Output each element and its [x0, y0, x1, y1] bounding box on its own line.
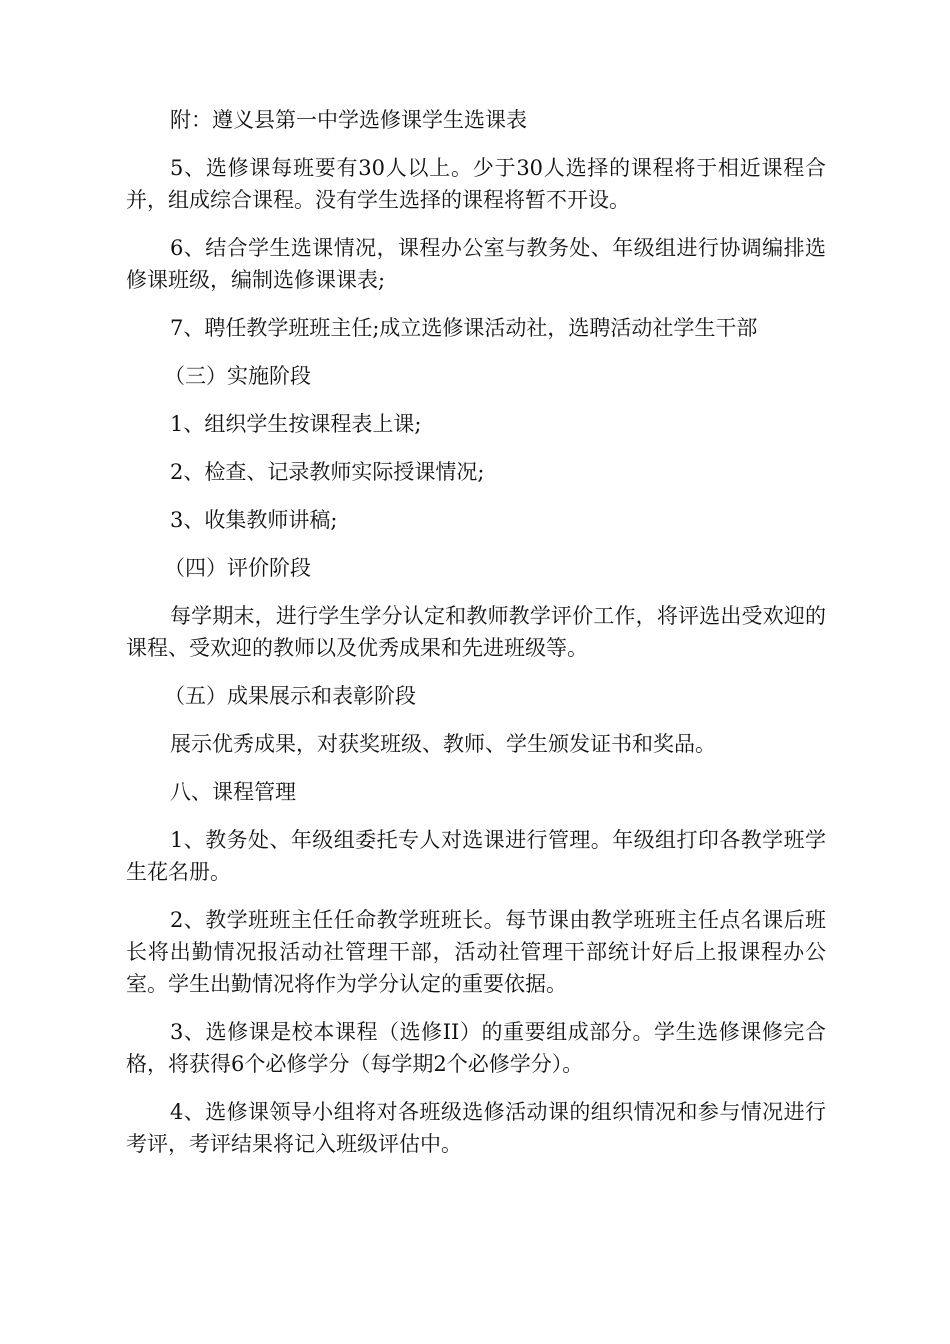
- document-page: [126, 104, 826, 1176]
- paragraph-item-7: 7、聘任教学班班主任;成立选修课活动社，选聘活动社学生干部: [170, 316, 758, 340]
- paragraph-evaluation: 每学期末，进行学生学分认定和教师教学评价工作，将评选出受欢迎的课程、受欢迎的教师以及优秀成果和先进班级等。: [126, 604, 826, 660]
- section-heading-course-management: 八、课程管理: [170, 780, 296, 804]
- paragraph-management-2: 2、教学班班主任任命教学班班长。每节课由教学班班主任点名课后班长将出勤情况报活动社管理干部，活动社管理干部统计好后上报课程办公室。学生出勤情况将作为学分认定的重要依据。: [126, 908, 826, 996]
- paragraph-management-4: 4、选修课领导小组将对各班级选修活动课的组织情况和参与情况进行考评，考评结果将记入班级评估中。: [126, 1100, 826, 1156]
- section-heading-showcase: （五）成果展示和表彰阶段: [164, 684, 416, 708]
- section-heading-evaluation: （四）评价阶段: [164, 556, 311, 580]
- paragraph-management-3: 3、选修课是校本课程（选修II）的重要组成部分。学生选修课修完合格，将获得6个必修学分（每学期2个必修学分）。: [126, 1020, 826, 1076]
- paragraph-implementation-1: 1、组织学生按课程表上课;: [170, 412, 422, 436]
- attachment-note: 附：遵义县第一中学选修课学生选课表: [170, 108, 527, 132]
- paragraph-item-5: 5、选修课每班要有30人以上。少于30人选择的课程将于相近课程合并，组成综合课程。没有学生选择的课程将暂不开设。: [126, 156, 826, 212]
- paragraph-management-1: 1、教务处、年级组委托专人对选课进行管理。年级组打印各教学班学生花名册。: [126, 828, 826, 884]
- paragraph-implementation-2: 2、检查、记录教师实际授课情况;: [170, 460, 485, 484]
- paragraph-item-6: 6、结合学生选课情况，课程办公室与教务处、年级组进行协调编排选修课班级，编制选修课课表;: [126, 236, 826, 292]
- section-heading-implementation: （三）实施阶段: [164, 364, 311, 388]
- paragraph-showcase: 展示优秀成果，对获奖班级、教师、学生颁发证书和奖品。: [170, 732, 716, 756]
- paragraph-implementation-3: 3、收集教师讲稿;: [170, 508, 338, 532]
